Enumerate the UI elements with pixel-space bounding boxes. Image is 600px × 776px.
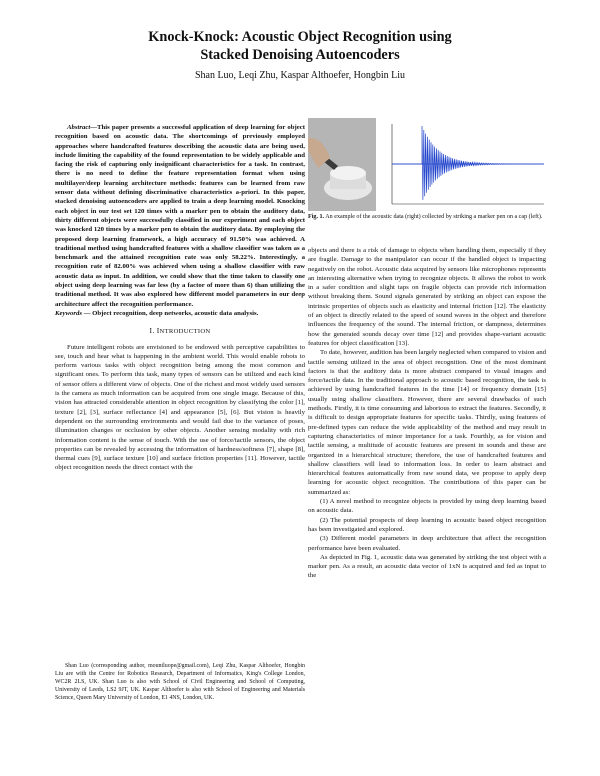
figure-label: Fig. 1. — [308, 214, 325, 220]
author-footnote — [55, 662, 305, 702]
intro-paragraph: Future intelligent robots are envisioned to be endowed with perceptive capabilities to see, touch and hear what is happening in the ambient world. This would enable robots to perform various tasks with object recognition being among the most common and significant ones. To perform this task, many types of sensors can be utilized and each kind of sensor offers a different view of objects. One of the richest and most widely used sensors is the camera as much information can be acquired from one single image. Because of this, vision has attracted considerable attention in object recognition by classifying the color [1], texture [2], [3], surface reflectance [4] and appearance [5], [6]. But vision is heavily dependent on the surrounding environments and would fail due to the variance of poses, illumination changes or occlusion by other objects. Another sensing modality with rich information content is the sense of touch. With the use of force/tactile sensors, the object properties can be revealed by accessing the information of hardness/softness [7], shape [8], thermal cues [9], surface texture [10] and surface friction properties [11]. However, tactile object recognition needs the direct contact with the — [55, 343, 305, 472]
body-paragraph-1: objects and there is a risk of damage to objects when handling them, especially if they are fragile. Damage to the manipulator can occur if the handled object is impacting negatively on the robot. Acoustic data acquired by sensors like microphones represents an interesting alternative when trying to recognize objects. It allows the robot to work in a safer condition and slight taps on fragile objects can provide rich information without breaking them. Sound signals generated by striking an object can expose the intrinsic properties of objects such as elasticity and internal friction [12]. The elasticity of an object is directly related to the speed of sound waves in the object and therefore influences the frequency of the sound. The internal friction, or dampness, determines how the generated sounds decay over time [12] and provides shape-variant acoustic features for object classification [13]. — [308, 247, 546, 347]
keywords-text: — Object recognition, deep networks, acoustic data analysis. — [82, 309, 259, 317]
section-title-cap: I — [156, 326, 160, 336]
pen-cap-illustration — [308, 118, 376, 211]
section-title-rest: NTRODUCTION — [159, 328, 211, 336]
figure-1 — [308, 118, 546, 213]
body-paragraph-3: As depicted in Fig. 1, acoustic data was generated by striking the test object with a marker pen. As a result, an acoustic data vector of 1xN is acquired and fed as input to the — [308, 553, 546, 580]
keywords — [55, 309, 305, 318]
figure-caption-text: An example of the acoustic data (right) collected by striking a marker pen on a cap (left). — [324, 214, 543, 220]
paper-title — [0, 28, 600, 64]
abstract-lead: Abstract — [67, 124, 91, 131]
keywords-lead: Keywords — [55, 309, 82, 317]
footnote-text: Shan Luo (corresponding author, mountluope@gmail.com), Leqi Zhu, Kaspar Althoefer, Hongbin Liu are with the Centre for Robotics Research, Department of Informatics, King's College London, WC2R 2LS, UK. Shan Luo is also with School of Civil Engineering and School of Computing, University of Leeds, LS2 9JT, UK. Kaspar Althoefer is also with School of Engineering and Materials Science, Queen Mary University of London, E1 4NS, London, UK. — [55, 663, 305, 702]
acoustic-waveform-plot — [384, 118, 546, 211]
abstract — [55, 123, 305, 309]
left-column — [55, 123, 305, 473]
title-line-1: Knock-Knock: Acoustic Object Recognition using — [148, 29, 452, 45]
figure-1-caption — [308, 213, 546, 221]
contribution-1: (1) A novel method to recognize objects is provided by using deep learning based on acoustic data. — [308, 498, 546, 515]
body-paragraph-2: To date, however, audition has been largely neglected when compared to vision and tactile sensing utilized in the area of object recognition. One of the most dominant factors is that the auditory data is more abstract compared to visual images and force/tactile data. In the traditional approach to acoustic based recognition, the task is achieved by using handcrafted features in the time [14] or frequency domain [15] usually using shallow classifiers. However, there are several drawbacks of such methods. Firstly, it is time consuming and laborious to extract the features. Secondly, it is difficult to design appropriate features for specific tasks. Thirdly, using features of pre-defined types can reduce the wide applicability of the method and may result in capturing characteristics of minor importance for a task. Fourthly, as for vision and tactile sensing, a multitude of acoustic features are present in sounds and these are organized in a hierarchical structure; therefore, the use of handcrafted features and shallow classifiers will lead to information loss. In order to learn abstract and hierarchical features automatically from raw sound data, we propose to apply deep learning for acoustic object recognition. The contributions of this paper can be summarized as: — [308, 349, 546, 496]
contribution-3: (3) Different model parameters in deep architecture that affect the recognition performance have been evaluated. — [308, 535, 546, 552]
right-column — [308, 246, 546, 581]
abstract-text: —This paper presents a successful application of deep learning for object recognition based on acoustic data. The shortcomings of previously employed approaches where handcrafted features describing the acoustic data are being used, include limiting the capability of the found representation to be widely applicable and facing the risk of capturing only insignificant characteristics for a task. In contrast, there is no need to define the feature representation format when using multilayer/deep learning architecture methods: features can be learned from raw sensor data without defining discriminative characteristics a-priori. In this paper, stacked denoising autoencoders are applied to train a deep learning model. Knocking each object in our test set 120 times with a marker pen to obtain the auditory data, thirty different objects were successfully classified in our experiment and each object was knocked 120 times by a marker pen to obtain the auditory data. By employing the proposed deep learning framework, a high accuracy of 91.50% was achieved. A traditional method using handcrafted features with a shallow classifier was taken as a benchmark and the attained recognition rate was only 58.22%. Interestingly, a recognition rate of 82.00% was achieved when using a shallow classifier with raw acoustic data as input. In addition, we could show that the time taken to classify one object using deep learning was far less (by a factor of more than 6) than utilizing the traditional method. It was also explored how different model parameters in our deep architecture affect the recognition performance. — [55, 124, 305, 308]
author-list: Shan Luo, Leqi Zhu, Kaspar Althoefer, Hongbin Liu — [194, 70, 406, 81]
contribution-2: (2) The potential prospects of deep learning in acoustic based object recognition has been investigated and explored. — [308, 516, 546, 533]
section-heading-introduction — [55, 326, 305, 336]
figure-photo-pen-on-cap — [308, 118, 376, 211]
section-numeral: I. — [149, 326, 155, 336]
title-line-2: Stacked Denoising Autoencoders — [200, 47, 400, 63]
